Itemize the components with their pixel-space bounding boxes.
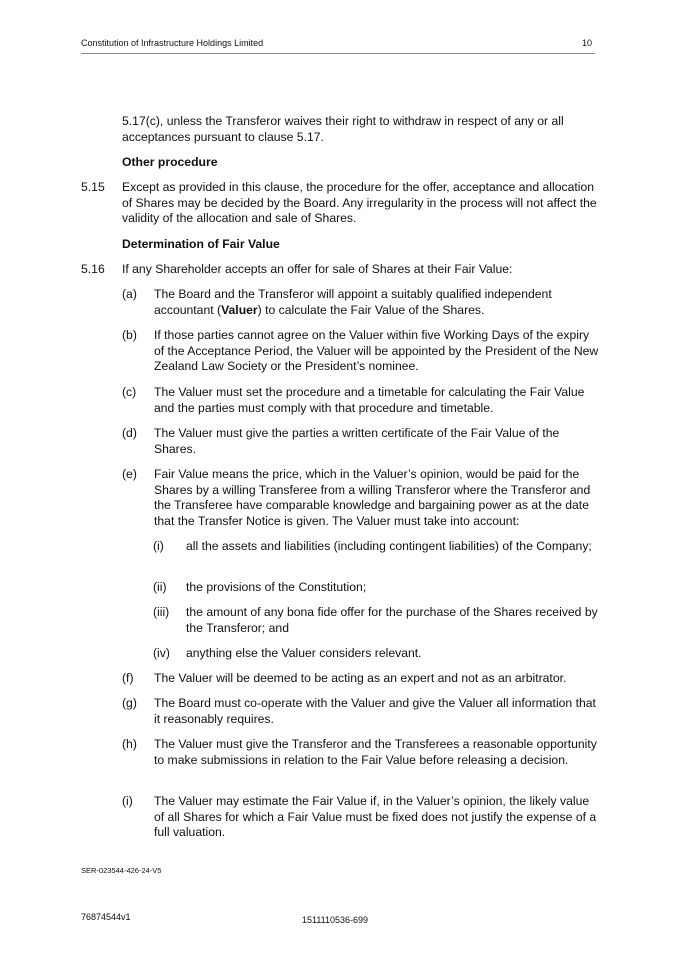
- item-i-text: The Valuer may estimate the Fair Value if, in the Valuer’s opinion, the likely value of all Shares for which a Fair Value must be fixed does not justify the expense of a full valuation.: [154, 794, 597, 840]
- item-label-g: (g): [122, 696, 137, 710]
- subitem-iii-text: the amount of any bona fide offer for the purchase of the Shares received by the Transferor; and: [186, 605, 598, 635]
- footer-document-id: 76874544v1: [81, 912, 131, 922]
- subitem-iv-text: anything else the Valuer considers relevant.: [186, 646, 422, 660]
- item-label-e: (e): [122, 467, 137, 481]
- item-label-c: (c): [122, 385, 137, 399]
- heading-determination-fair-value: Determination of Fair Value: [122, 237, 280, 251]
- item-label-f: (f): [122, 671, 134, 685]
- item-label-i: (i): [122, 794, 133, 808]
- item-d-text: The Valuer must give the parties a written certificate of the Fair Value of the Shares.: [154, 426, 560, 456]
- clause-number-5-15: 5.15: [81, 180, 105, 194]
- clause-number-5-16: 5.16: [81, 262, 105, 276]
- subitem-label-iii: (iii): [153, 605, 170, 619]
- subitem-label-iv: (iv): [153, 646, 170, 660]
- item-c-text: The Valuer must set the procedure and a timetable for calculating the Fair Value and the parties must comply with that procedure and timetable.: [154, 385, 585, 415]
- subitem-i-text: all the assets and liabilities (including contingent liabilities) of the Company;: [186, 539, 592, 553]
- document-title: Constitution of Infrastructure Holdings Limited: [81, 38, 264, 48]
- carryover-paragraph: 5.17(c), unless the Transferor waives their right to withdraw in respect of any or all acceptances pursuant to clause 5.17.: [122, 114, 564, 144]
- subitem-ii-text: the provisions of the Constitution;: [186, 580, 367, 594]
- clause-5-16-text: If any Shareholder accepts an offer for sale of Shares at their Fair Value:: [122, 262, 513, 276]
- item-label-d: (d): [122, 426, 137, 440]
- item-f-text: The Valuer will be deemed to be acting as an expert and not as an arbitrator.: [154, 671, 567, 685]
- footer-center-id: 1511110536-699: [302, 915, 369, 925]
- item-label-a: (a): [122, 287, 137, 301]
- item-e-text: Fair Value means the price, which in the Valuer’s opinion, would be paid for the Shares by a willing Transferee from a willing Transferor where the Transferor and the Transferee have comparable knowledge and bargaining power as at the date that the Transfer Notice is given. The Valuer must take into account:: [154, 467, 591, 528]
- item-a-text: The Board and the Transferor will appoint a suitably qualified independent accountant (Valuer) to calculate the Fair Value of the Shares.: [154, 287, 552, 317]
- subitem-label-ii: (ii): [153, 580, 167, 594]
- page-header: [81, 37, 595, 54]
- subitem-label-i: (i): [153, 539, 164, 553]
- page-number: 10: [581, 38, 592, 48]
- clause-5-15-text: Except as provided in this clause, the procedure for the offer, acceptance and allocation of Shares may be decided by the Board. Any irregularity in the process will not affect the validity of the allocation and sale of Shares.: [122, 180, 597, 226]
- item-g-text: The Board must co-operate with the Valuer and give the Valuer all information that it reasonably requires.: [154, 696, 596, 726]
- heading-other-procedure: Other procedure: [122, 155, 218, 169]
- item-label-b: (b): [122, 328, 137, 342]
- item-b-text: If those parties cannot agree on the Valuer within five Working Days of the expiry of the Acceptance Period, the Valuer will be appointed by the President of the New Zealand Law Society or the President’s nominee.: [154, 328, 599, 374]
- defined-term-valuer: Valuer: [221, 302, 258, 317]
- footer-reference: SER-023544-426-24-V5: [81, 866, 162, 875]
- item-label-h: (h): [122, 737, 137, 751]
- item-h-text: The Valuer must give the Transferor and the Transferees a reasonable opportunity to make submissions in relation to the Fair Value before releasing a decision.: [154, 737, 597, 767]
